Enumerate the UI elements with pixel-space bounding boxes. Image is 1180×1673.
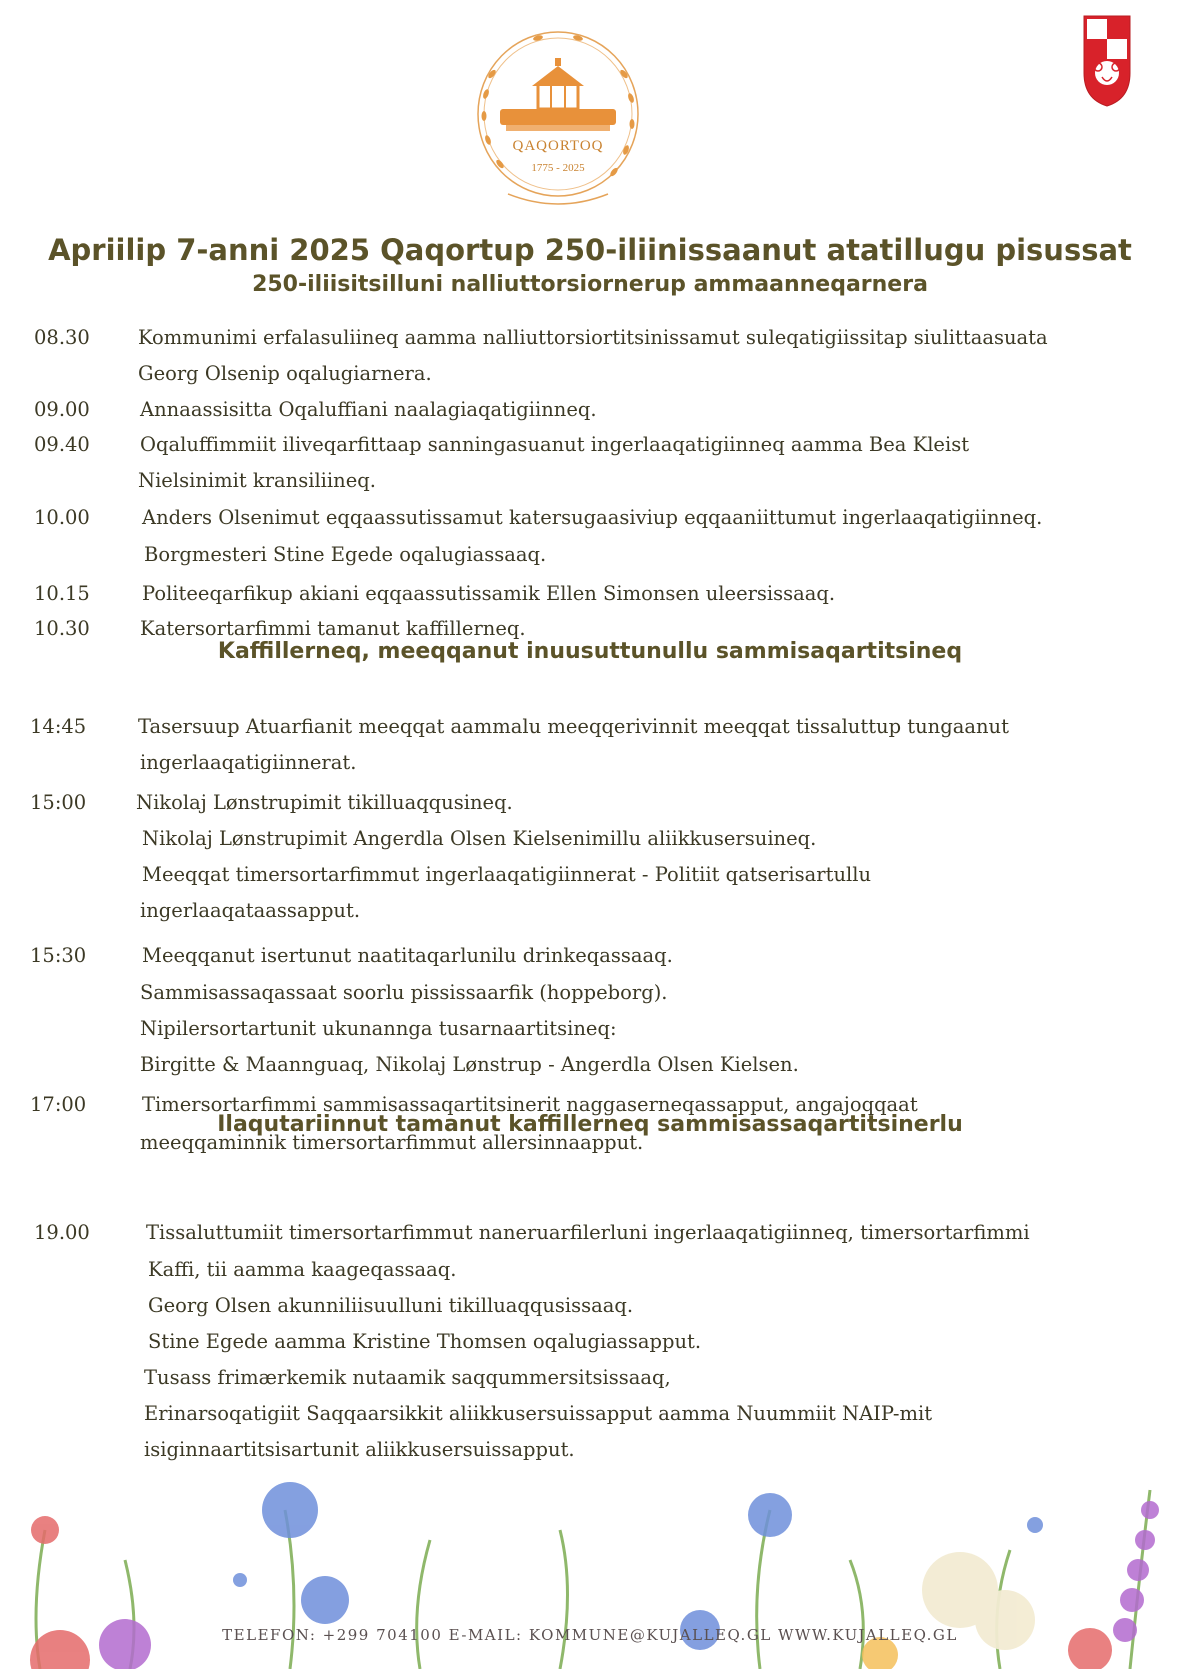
schedule-time: 15:30 — [30, 944, 87, 967]
schedule-line: Nipilersortartunit ukunannga tusarnaartitsineq: — [140, 1017, 617, 1040]
schedule-line: Katersortarfimmi tamanut kaffillerneq. — [140, 617, 526, 640]
schedule-time: 15:00 — [30, 791, 87, 814]
schedule-line: Tasersuup Atuarfianit meeqqat aammalu meeqqerivinnit meeqqat tissaluttup tungaanut — [138, 715, 1009, 738]
schedule-line: Timersortarfimmi sammisassaqartitsinerit naggaserneqassapput, angajoqqaat — [142, 1093, 918, 1116]
anniversary-logo — [448, 14, 668, 224]
schedule-time: 09.00 — [34, 398, 90, 421]
schedule-line: ingerlaaqatigiinnerat. — [140, 751, 357, 774]
schedule-line: Politeeqarfikup akiani eqqaassutissamik Ellen Simonsen uleersissaaq. — [142, 582, 836, 605]
schedule-line: isiginnaartitsisartunit aliikkusersuissapput. — [144, 1438, 575, 1461]
footer-contact: TELEFON: +299 704100 E-MAIL: KOMMUNE@KUJALLEQ.GL WWW.KUJALLEQ.GL — [222, 1626, 958, 1644]
schedule-line: Georg Olsen akunniliisuulluni tikilluaqqusissaaq. — [148, 1294, 634, 1317]
schedule-time: 10.15 — [34, 582, 90, 605]
section-heading-opening: 250-iliisitsilluni nalliuttorsiornerup ammaanneqarnera — [252, 272, 928, 297]
schedule-line: meeqqaminnik timersortarfimmut allersinnaapput. — [140, 1131, 644, 1154]
schedule-line: Sammisassaqassaat soorlu pississaarfik (hoppeborg). — [140, 981, 668, 1004]
schedule-time: 10.00 — [34, 506, 90, 529]
schedule-line: Erinarsoqatigiit Saqqaarsikkit aliikkusersuissapput aamma Nuummiit NAIP-mit — [144, 1402, 933, 1425]
schedule-time: 08.30 — [34, 326, 90, 349]
schedule-line: Nikolaj Lønstrupimit tikilluaqqusineq. — [136, 791, 513, 814]
schedule-line: Anders Olsenimut eqqaassutissamut katersugaasiviup eqqaaniittumut ingerlaaqatigiinneq. — [142, 506, 1043, 529]
wreath-icon — [448, 14, 668, 224]
logo-years: 1775 - 2025 — [531, 162, 585, 174]
schedule-line: Annaassisitta Oqaluffiani naalagiaqatigiinneq. — [140, 398, 597, 421]
schedule-line: Georg Olsenip oqalugiarnera. — [138, 362, 432, 385]
schedule-line: Meeqqat timersortarfimmut ingerlaaqatigiinnerat - Politiit qatserisartullu — [142, 863, 872, 886]
schedule-time: 19.00 — [34, 1221, 90, 1244]
schedule-line: Tissaluttumiit timersortarfimmut naneruarfilerluni ingerlaaqatigiinneq, timersortarfimmi — [146, 1221, 1030, 1244]
schedule-time: 17:00 — [30, 1093, 87, 1116]
schedule-line: Oqaluffimmiit iliveqarfittaap sanningasuanut ingerlaaqatigiinneq aamma Bea Kleist — [140, 433, 970, 456]
coat-of-arms-icon — [1083, 15, 1131, 107]
schedule-line: Meeqqanut isertunut naatitaqarlunilu drinkeqassaaq. — [142, 944, 673, 967]
schedule-time: 14:45 — [30, 715, 87, 738]
schedule-line: Birgitte & Maannguaq, Nikolaj Lønstrup - Angerdla Olsen Kielsen. — [140, 1053, 799, 1076]
schedule-line: Tusass frimærkemik nutaamik saqqummersitsissaaq, — [144, 1366, 671, 1389]
schedule-line: Kommunimi erfalasuliineq aamma nalliuttorsiortitsinissamut suleqatigiissitap siulittaasuata — [138, 326, 1048, 349]
schedule-line: ingerlaaqataassapput. — [140, 899, 361, 922]
schedule-time: 09.40 — [34, 433, 90, 456]
schedule-line: Nielsinimit kransiliineq. — [138, 469, 376, 492]
page-title: Apriilip 7-anni 2025 Qaqortup 250-iliinissaanut atatillugu pisussat — [48, 233, 1132, 267]
section-heading-family: Ilaqutariinnut tamanut kaffillerneq sammisassaqartitsinerlu — [217, 1112, 963, 1137]
logo-name: QAQORTOQ — [512, 138, 604, 154]
schedule-line: Kaffi, tii aamma kaageqassaaq. — [148, 1258, 457, 1281]
schedule-line: Borgmesteri Stine Egede oqalugiassaaq. — [144, 543, 547, 566]
section-heading-coffee-kids: Kaffillerneq, meeqqanut inuusuttunullu sammisaqartitsineq — [217, 639, 963, 664]
schedule-time: 10.30 — [34, 617, 90, 640]
schedule-line: Nikolaj Lønstrupimit Angerdla Olsen Kielsenimillu aliikkusersuineq. — [142, 827, 817, 850]
schedule-line: Stine Egede aamma Kristine Thomsen oqalugiassapput. — [148, 1330, 702, 1353]
